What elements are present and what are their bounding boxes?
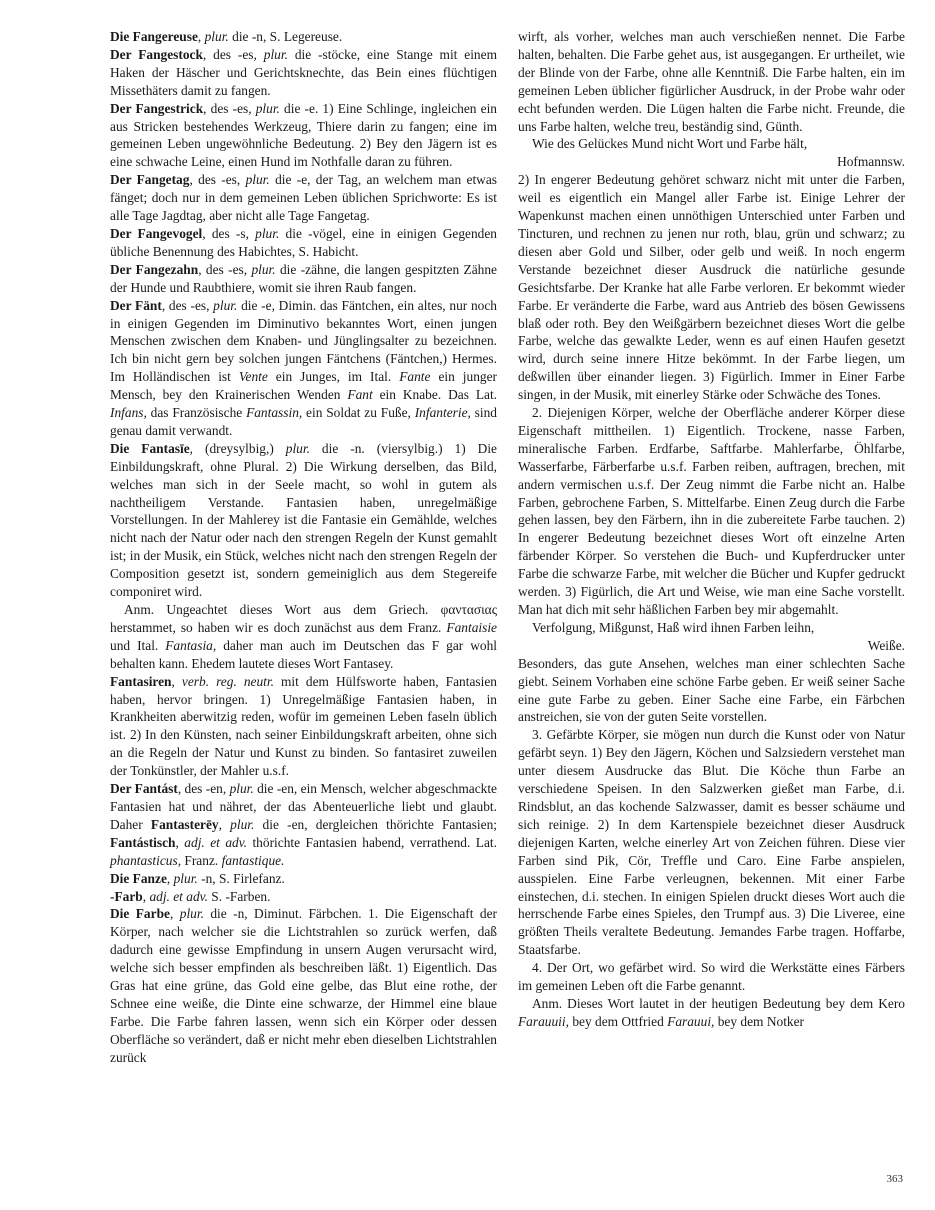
farbe-sense-3: 3. Gefärbte Körper, sie mögen nun durch die Kunst oder von Natur gefärbt seyn. 1) Bey den Jägern, Köchen und Salzsiedern verstehet man unter diesem Ausdrucke das Blut. Die Köche thun Farbe an verschiedene Speisen. In den Salzwerken gießet man Farbe, d.i. Rindsblut, an das kochende Salzwasser, damit es besser schäume und sich reinige. 2) In dem Kartenspiele bezeichnet dieser Ausdruck diejenigen Karten, welche einerley Art von Zeichen führen. Diese vier Farben sind Pik, Cör, Treffle und Caro. Eine Farbe anspielen, ausspielen. Eine Farbe verleugnen, bekennen. Mit einer Farbe einstechen, d.i. stechen. In einigen Spielen druckt dieses Wort auch die herrschende Farbe eines Spieles, den Trumpf aus. 3) Die Liveree, eine größten Theils veraltete Bedeutung. Jemandes Farbe tragen. Hoffarbe, Staatsfarbe. xyxy=(518,727,905,958)
headword: Fantástisch xyxy=(110,834,176,850)
entry-fangetag: Der Fangetag, des -es, plur. die -e, der Tag, an welchem man etwas fänget; doch nur in dem gemeinen Leben üblichen Sprichworte: Es ist alle Tage Jagdtag, aber nicht alle Tage Fangetag. xyxy=(110,172,497,224)
entry-fantasie: Die Fantasīe, (dreysylbig,) plur. die -n. (viersylbig.) 1) Die Einbildungskraft, ohne Plural. 2) Die Wirkung derselben, das Bild, welches man sich in der Seele macht, so wohl in gutem als nachtheiligem Verstande. Fantasien haben, unregelmäßige Vorstellungen. In der Mahlerey ist die Fantasie ein Gemählde, welches nicht nach der Natur oder nach den strengen Regeln der Kunst gemahlt ist; in der Musik, ein Stück, welches nicht nach den strengen Regeln der Composition gesetzt ist, sondern gemeiniglich aus dem Stegereife componiret wird. xyxy=(110,440,497,600)
quote-attribution: Hofmannsw. xyxy=(837,154,905,170)
headword: Fantasiren xyxy=(110,673,172,689)
farbe-continued: wirft, als vorher, welches man auch verschießen nennet. Die Farbe halten, behalten. Die Farbe gehet aus, ist ausgegangen. Er urtheilet, wie der Blinde von der Farbe, ohne alle Kenntniß. Die Farbe halten, ein im gemeinen Leben üblicher figürlicher Ausdruck, in der Probe wahr oder echt befunden werden. Die Lügen halten die Farbe nicht. Freunde, die uns Farbe halten, welche treu, beständig sind, Günth. xyxy=(518,29,905,134)
entry-fangereuse: Die Fangereuse, plur. die -n, S. Legereuse. xyxy=(110,29,343,44)
entry-faent: Der Fänt, des -es, plur. die -e, Dimin. das Fäntchen, ein altes, nur noch in einigen Gegenden im Diminutivo bekanntes Wort, einen jungen Menschen zwischen dem Knaben- und Jünglingsalter zu bezeichnen. Ich bin nicht gern bey solchen jungen Fäntchens (Fäntchen,) Hermes. Im Holländischen ist Vente ein Junges, im Ital. Fante ein junger Mensch, bey den Krainerischen Wenden Fant ein Knabe. Das Lat. Infans, das Französische Fantassin, ein Soldat zu Fuße, Infanterie, sind genau damit verwandt. xyxy=(110,297,498,438)
farbe-sense-2-cont: Besonders, das gute Ansehen, welches man einer schlechten Sache giebt. Seinem Vorhaben eine schöne Farbe geben. Er weiß seiner Sache eine gute Farbe zu geben. Einer Sache eine Farbe, ein Färbchen anstreichen, sie von der guten Seite vorstellen. xyxy=(518,655,905,725)
headword: Die Fanze xyxy=(110,870,167,886)
farbe-sense-4: 4. Der Ort, wo gefärbet wird. So wird die Werkstätte eines Färbers im gemeinen Leben oft die Farbe genannt. xyxy=(518,960,905,994)
headword: Die Fangereuse xyxy=(110,29,198,44)
entry-farbe: Die Farbe, plur. die -n, Diminut. Färbchen. 1. Die Eigenschaft der Körper, nach welcher sie die Lichtstrahlen so zurück werfen, daß dadurch eine gewisse Empfindung in unsern Augen verursacht wird, welche sich besser empfinden als beschreiben läßt. 1) Eigentlich. Das Gras hat eine grüne, das Gold eine gelbe, das Blut eine rothe, der Schnee eine weiße, die Dinte eine schwarze, der Himmel eine blaue Farbe. Die Farbe fahren lassen, wenn sich ein Körper oder dessen Oberfläche so verändert, daß er nicht mehr eben dieselben Lichtstrahlen zurück xyxy=(110,906,498,1065)
verse-quote: Verfolgung, Mißgunst, Haß wird ihnen Farben leihn, xyxy=(532,619,815,635)
headword: Der Fangestrick xyxy=(110,100,204,116)
entry-fangestrick: Der Fangestrick, des -es, plur. die -e. 1) Eine Schlinge, ingleichen ein aus Stricken bestehendes Werkzeug, Thiere darin zu fangen; eine im gemeinen Leben ungewöhnliche Bedeutung. 2) Bey den Jägern ist es eine schwache Leine, einen Hund im Nothfalle daran zu führen. xyxy=(110,100,498,170)
entry-fangezahn: Der Fangezahn, des -es, plur. die -zähne, die langen gespitzten Zähne der Hunde und Raubthiere, womit sie ihren Raub fangen. xyxy=(110,261,497,295)
headword: Der Fangezahn xyxy=(110,261,199,277)
note-fantasie: Anm. Ungeachtet dieses Wort aus dem Griech. φαντασιας herstammet, so haben wir es doch zunächst aus dem Franz. Fantaisie und Ital. Fantasia, daher man auch im Deutschen das F gar wohl behalten kann. Ehedem lautete dieses Wort Fantasey. xyxy=(110,602,497,671)
entry-fantast: Der Fantást, des -en, plur. die -en, ein Mensch, welcher abgeschmackte Fantasien hat und nähret, der das Abenteuerliche liebt und glaubt. Daher Fantasterēy, plur. die -en, dergleichen thörichte Fantasien; Fantástisch, adj. et adv. thörichte Fantasien habend, verrathend. Lat. phantasticus, Franz. fantastique. xyxy=(110,781,498,868)
headword: Der Fangevogel xyxy=(110,225,203,241)
headword: -Farb xyxy=(110,888,143,904)
headword: Die Fantasīe xyxy=(110,440,190,456)
farbe-sense-1-2: 2) In engerer Bedeutung gehöret schwarz nicht mit unter die Farben, weil es eigentlich ein Mangel aller Farbe ist. Einige Lehrer der Wapenkunst machen einen unnöthigen Unterschied unter Farben und Tincturen, und rechnen zu jenen nur roth, blau, grün und schwarz; zu diesen aber Gold und Silber, oder gelb und weiß. In noch engerm Verstande bezeichnet dieser Ausdruck die natürliche gesunde Gesichtsfarbe. Der Kranke hat alle Farbe verloren. Er bekommt wieder Farbe. Er veränderte die Farbe, ward aus Antrieb des bösen Gewissens blaß oder roth. Bey den Weißgärbern bezeichnet dieses Wort die gelbe Farbe, welche das gewalkte Leder, wenn es auf einen Haufen gesetzt wird, durch seine innere Hitze bekömmt. In der Farbe liegen, um deßwillen über einander liegen. 3) Figürlich. Immer in Einer Farbe singen, in der Musik, mit einerley Stärke oder Schwäche des Tones. xyxy=(518,172,905,403)
page-number: 363 xyxy=(886,1173,903,1185)
headword: Der Fänt xyxy=(110,297,162,313)
headword: Der Fantást xyxy=(110,781,178,797)
right-column xyxy=(518,28,905,1031)
entry-fanze: Die Fanze, plur. -n, S. Firlefanz. xyxy=(110,870,285,886)
headword: Der Fangestock xyxy=(110,46,203,62)
entry-fangevogel: Der Fangevogel, des -s, plur. die -vögel, eine in einigen Gegenden übliche Benennung des Habichtes, S. Habicht. xyxy=(110,225,497,259)
headword: Die Farbe xyxy=(110,906,170,922)
headword: Fantasterēy xyxy=(150,816,219,832)
verse-quote: Wie des Gelückes Mund nicht Wort und Farbe hält, xyxy=(532,136,808,152)
entry-fangestock: Der Fangestock, des -es, plur. die -stöcke, eine Stange mit einem Haken der Häscher und Gerichtsknechte, das Bein eines flüchtigen Missethäters damit zu fangen. xyxy=(110,46,497,98)
entry-fantasiren: Fantasiren, verb. reg. neutr. mit dem Hülfsworte haben, Fantasien haben, hervor bringen. 1) Unregelmäßige Fantasien haben, in Krankheiten aberwitzig reden, wofür im gemeinen Leben faseln üblich ist. 2) In den Künsten, nach seiner Einbildungskraft arbeiten, ohne sich an die Regeln der Natur und Kunst zu binden. So fantasiret zuweilen der Tonkünstler, der Mahler u.s.f. xyxy=(110,673,497,779)
headword: Der Fangetag xyxy=(110,172,190,188)
entry-farb: -Farb, adj. et adv. S. -Farben. xyxy=(110,888,271,904)
farbe-sense-2: 2. Diejenigen Körper, welche der Oberfläche anderer Körper diese Eigenschaft mittheilen. 1) Eigentlich. Trockene, nasse Farben, mineralische Farben. Erdfarbe, Saftfarbe. Mahlerfarbe, Öhlfarbe, Wasserfarbe, Färberfarbe u.s.f. Farben reiben, auftragen, brechen, mit andern vermischen u.s.f. Der Zeug nimmt die Farbe nicht an. Halbe Farben, gebrochene Farben, S. Mittelfarbe. Einen Zeug durch die Farbe gehen lassen, bey den Färbern, ihn in die zubereitete Farbe tauchen. 2) In engerer Bedeutung bezeichnet dieses Wort oft einzelne Arten färbender Körper. So verstehen die Buch- und Kupferdrucker unter Farbe die schwarze Farbe, mit welcher die Bücher und Kupfer gedruckt werden. 3) Figürlich, die Art und Weise, wie man eine Sache vorstellt. Man hat dich mit sehr häßlichen Farben bey mir abgemahlt. xyxy=(518,405,905,617)
quote-attribution: Weiße. xyxy=(867,637,905,653)
left-column xyxy=(110,28,497,1067)
farbe-note: Anm. Dieses Wort lautet in der heutigen Bedeutung bey dem Kero Farauuii, bey dem Ottfried Farauui, bey dem Notker xyxy=(518,995,905,1029)
